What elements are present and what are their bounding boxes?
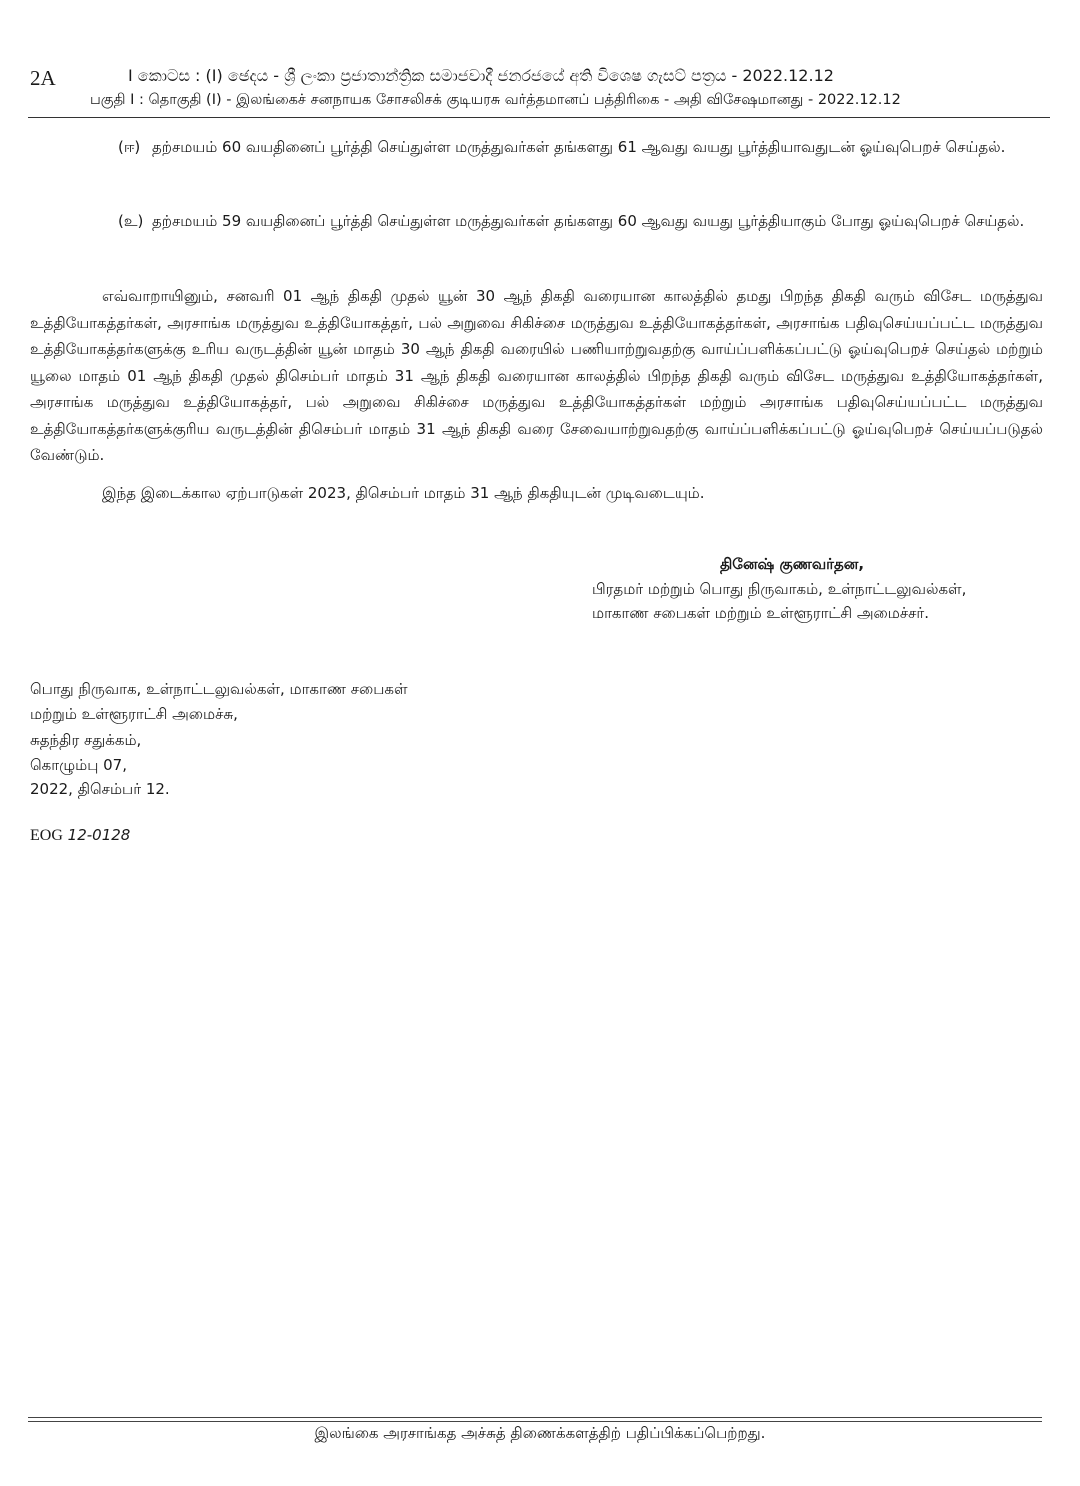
address-line: பொது நிருவாக, உள்நாட்டலுவல்கள், மாகாண சபைகள் [30,680,408,698]
item-text: தற்சமயம் 60 வயதினைப் பூர்த்தி செய்துள்ள மருத்துவர்கள் தங்களது 61 ஆவது வயது பூர்த்தியாவதுடன் ஓய்வுபெறச் செய்தல். [152,138,1006,156]
footer-rule [28,1421,1042,1422]
item-marker: (உ) [118,212,144,230]
footer-rule [28,1417,1042,1418]
closing-paragraph: இந்த இடைக்கால ஏற்பாடுகள் 2023, திசெம்பர் மாதம் 31 ஆந் திகதியுடன் முடிவடையும். [102,484,705,502]
reference-prefix: EOG [30,827,63,844]
item-text: தற்சமயம் 59 வயதினைப் பூர்த்தி செய்துள்ள மருத்துவர்கள் தங்களது 60 ஆவது வயது பூர்த்தியாகும் போது ஓய்வுபெறச் செய்தல். [152,212,1025,230]
signatory-title: பிரதமர் மற்றும் பொது நிருவாகம், உள்நாட்டலுவல்கள், [592,580,967,598]
header-rule [28,117,1050,118]
signatory-title: மாகாண சபைகள் மற்றும் உள்ளூராட்சி அமைச்சர். [592,604,930,622]
reference-code: 12-0128 [67,826,131,844]
address-line: மற்றும் உள்ளூராட்சி அமைச்சு, [30,705,238,723]
header-tamil: பகுதி I : தொகுதி (I) - இலங்கைச் சனநாயக சோசலிசக் குடியரசு வர்த்தமானப் பத்திரிகை - அதி விசேஷமானது - 2022.12.12 [90,92,901,108]
list-item [118,132,1043,162]
reference-number [30,826,130,845]
address-line: சுதந்திர சதுக்கம், [30,731,142,749]
signatory-name: தினேஷ் குணவர்தன, [720,555,865,573]
page-number: 2A [30,66,56,90]
header-sinhala: I කොටස : (I) ඡෙදය - ශ්‍රී ලංකා ප්‍රජාතාන්ත්‍රික සමාජවාදී ජනරජයේ අති විශෙෂ ගැසට් පත්‍රය - 2022.12.12 [128,66,834,85]
footer-imprint: இலங்கை அரசாங்கத அச்சுத் திணைக்களத்திற் பதிப்பிக்கப்பெற்றது. [314,1424,766,1442]
list-item [118,206,1043,236]
body-paragraph: எவ்வாறாயினும், சனவரி 01 ஆந் திகதி முதல் யூன் 30 ஆந் திகதி வரையான காலத்தில் தமது பிறந்த திகதி வரும் விசேட மருத்துவ உத்தியோகத்தர்கள், அரசாங்க மருத்துவ உத்தியோகத்தர், பல் அறுவை சிகிச்சை மருத்துவ உத்தியோகத்தர்கள், அரசாங்க பதிவுசெய்யப்பட்ட மருத்துவ உத்தியோகத்தர்களுக்கு உரிய வருடத்தின் யூன் மாதம் 30 ஆந் திகதி வரையில் பணியாற்றுவதற்கு வாய்ப்பளிக்கப்பட்டு ஓய்வுபெறச் செய்தல் மற்றும் யூலை மாதம் 01 ஆந் திகதி முதல் திசெம்பர் மாதம் 31 ஆந் திகதி வரையான காலத்தில் பிறந்த திகதி வரும் விசேட மருத்துவ உத்தியோகத்தர்கள், அரசாங்க மருத்துவ உத்தியோகத்தர், பல் அறுவை சிகிச்சை மருத்துவ உத்தியோகத்தர்கள் மற்றும் அரசாங்க பதிவுசெய்யப்பட்ட மருத்துவ உத்தியோகத்தர்களுக்குரிய வருடத்தின் திசெம்பர் மாதம் 31 ஆந் திகதி வரை சேவையாற்றுவதற்கு வாய்ப்பளிக்கப்பட்டு ஓய்வுபெறச் செய்யப்படுதல் வேண்டும். [30,287,1043,464]
address-line: 2022, திசெம்பர் 12. [30,780,170,798]
address-line: கொழும்பு 07, [30,756,127,774]
item-marker: (ஈ) [118,138,141,156]
